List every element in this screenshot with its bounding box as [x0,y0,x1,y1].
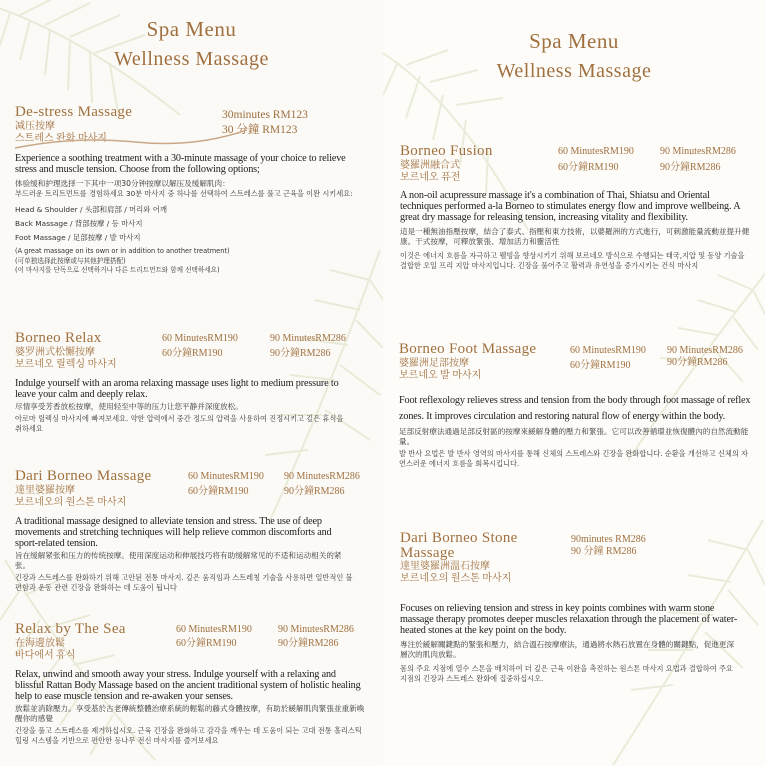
service-subtitle-ko: 보르네오 발 마사지 [399,370,482,381]
header-line-1: Spa Menu [529,29,619,53]
description-zh: 体验缓和护理选择一下其中一项30分钟按摩以解压及缓解肌肉： [15,179,230,188]
description-en: Experience a soothing treatment with a 30-minute massage of your choice to relieve stress and muscle tension. Choose from the following options; [15,153,346,175]
price-1: 90minutes RM286 [571,534,646,545]
description-zh: 專注於緩解關鍵點的緊張和壓力，結合溫石按摩療法，通過將水熱石放置在身體的關鍵點，促進更深層次的肌肉放鬆。 [400,640,735,659]
price-90-zh: 90分鐘RM286 [667,357,728,368]
description-en: A non-oil acupressure massage it's a combination of Thai, Shiatsu and Oriental techniques performed a-la Borneo to stimulates energy flow and improve wellbeing. A great dry massage for releasing tension, increasing vitality and flexibility. [400,190,740,223]
description-en: Focuses on relieving tension and stress in key points combines with warm stone massage therapy promotes deeper muscles relaxation through the placement of water-heated stones at the key point on the body. [400,603,738,636]
price-60-zh: 60分鐘RM190 [188,486,249,497]
wave-divider-icon [15,128,247,150]
price-60-en: 60 MinutesRM190 [570,345,646,356]
price-60-en: 60 MinutesRM190 [558,146,634,157]
description-zh: 放鬆並消除壓力。享受基於古老傳統整體治療系統的輕鬆的藤式身體按摩，有助於緩解肌肉緊張並重新喚醒你的感覺 [15,704,365,723]
price-90-zh: 90分鐘RM286 [270,348,331,359]
options-list [15,203,360,245]
relax-sea-body [15,669,365,746]
borneo-relax-body [15,378,345,434]
service-dari-stone [400,531,570,585]
service-subtitle-zh: 在海邊放鬆 [15,638,65,649]
price-60-zh: 60分鐘RM190 [176,638,237,649]
header-line-2: Wellness Massage [114,48,269,70]
page-header [383,26,765,86]
service-subtitle-zh: 婆羅洲足部按摩 [399,358,469,369]
price-60-zh: 60分鐘RM190 [558,162,619,173]
price-90-en: 90 MinutesRM286 [278,624,354,635]
description-ko: 이것은 에너지 흐름을 자극하고 웰빙을 향상시키기 위해 보르네오 방식으로 수행되는 태국,지압 및 동양 기술을 결합한 오일 프리 지압 마사지입니다. 긴장을 풀어주고 활력과 유연성을 증가시키는 건식 마사지 [400,251,745,270]
service-subtitle-ko: 바다에서 휴식 [15,650,76,661]
price-60-en: 60 MinutesRM190 [176,624,252,635]
description-zh: 足部反射療法通過足部反射區的按摩來緩解身體的壓力和緊張。它可以改善循環並恢復體內的自然流動能量。 [399,427,749,446]
description-ko: 발 반사 요법은 발 반사 영역의 마사지를 통해 신체의 스트레스와 긴장을 완화합니다. 순환을 개선하고 신체의 자연스러운 에너지 흐름을 회복시킵니다. [399,449,749,468]
note-en: (A great massage on its own or in addition to another treatment) [15,247,230,255]
service-title: Dari Borneo Stone Massage [400,530,518,561]
dari-stone-body [400,603,740,684]
description-en: A traditional massage designed to alleviate tension and stress. The use of deep movements and stretching techniques will help relieve common discomforts and sport-related tension. [15,516,332,549]
price-90-en: 90 MinutesRM286 [284,471,360,482]
service-subtitle-ko: 보르네오 릴렉싱 마사지 [15,359,117,370]
menu-page-right [383,0,765,766]
description-zh: 這是一種無油指壓按摩，結合了泰式、指壓和東方技術，以婆羅洲的方式進行，可刺激能量流動並提升健康。干式按摩，可釋放緊張、增加活力和靈活性 [400,227,750,246]
price-60-en: 60 MinutesRM190 [162,333,238,344]
header-line-1: Spa Menu [146,17,237,41]
page-header [0,14,383,74]
price-60-zh: 60分鐘RM190 [570,360,631,371]
header-line-2: Wellness Massage [496,60,652,82]
dari-borneo-body [15,516,355,593]
price-90-zh: 90分鐘RM286 [278,638,339,649]
list-item: Foot Massage / 足部按摩 / 발 마사지 [15,233,141,242]
description-en: Foot reflexology relieves stress and tension from the body through foot massage of reflex zones. It improves circulation and restoring natural flow of energy within the body. [399,395,751,422]
description-ko: 긴장을 풀고 스트레스를 제거하십시오. 근육 긴장을 완화하고 감각을 깨우는 데 도움이 되는 고대 전통 홀리스틱 힐링 시스템을 기반으로 편안한 등나무 전신 마사지를 즐겨보세요 [15,726,362,745]
destress-body [15,153,360,276]
description-ko: 부드러운 트리트먼트를 경험하세요 30분 마사지 중 하나를 선택하여 스트레스를 풀고 근육을 이완 시키세요: [15,189,353,198]
borneo-foot-body [399,393,754,469]
service-title: De-stress Massage [15,104,133,120]
price-2: 90 分鐘 RM286 [571,546,637,557]
service-subtitle-ko: 보르네오 퓨전 [400,172,461,183]
service-subtitle-ko: 보르네오의 원스톤 마사지 [15,497,127,508]
description-zh: 尽情享受芳香放松按摩，使用轻至中等的压力让您平静并深度放松。 [15,402,243,411]
description-zh: 旨在缓解紧张和压力的传统按摩。使用深度运动和伸展技巧将有助缓解常见的不适和运动相关的紧张。 [15,551,342,570]
service-title: Dari Borneo Massage [15,468,152,484]
description-ko: 아로마 릴렉싱 마사지에 빠져보세요. 약한 압력에서 중간 정도의 압력을 사용하여 진정시키고 깊은 휴식을 취하세요 [15,414,344,433]
price-90-zh: 90分鐘RM286 [284,486,345,497]
price-90-zh: 90分鐘RM286 [660,162,721,173]
description-en: Relax, unwind and smooth away your stress. Indulge yourself with a relaxing and blissful Rattan Body Massage based on the ancient traditional system of holistic healing help to ease muscle tension and re-awaken your senses. [15,669,361,702]
service-subtitle-zh: 達里婆羅洲溫石按摩 [400,561,490,572]
list-item: Head & Shoulder / 头部和肩部 / 머리와 어깨 [15,205,168,214]
price-90-en: 90 MinutesRM286 [660,146,736,157]
list-item: Back Massage / 背部按摩 / 등 마사지 [15,219,143,228]
description-en: Indulge yourself with an aroma relaxing massage uses light to medium pressure to leave your calm and deeply relax. [15,378,339,400]
service-title: Borneo Fusion [400,143,493,159]
price-2: 30 分鐘 RM123 [222,124,298,136]
service-subtitle-zh: 减压按摩 [15,121,55,132]
borneo-fusion-body [400,190,750,271]
service-subtitle-zh: 達里婆羅按摩 [15,485,75,496]
description-ko: 긴장과 스트레스를 완화하기 위해 고안된 전통 마사지. 깊은 움직임과 스트레칭 기술을 사용하면 일반적인 불편함과 운동 관련 긴장을 완화하는 데 도움이 됩니다 [15,573,353,592]
price-90-en: 90 MinutesRM286 [270,333,346,344]
price-60-en: 60 MinutesRM190 [188,471,264,482]
note-zh: (可单独选择此按摩或与其他护理搭配) [15,256,126,265]
service-title: Relax by The Sea [15,621,126,637]
service-title: Borneo Foot Massage [399,341,537,357]
price-60-zh: 60分鐘RM190 [162,348,223,359]
service-subtitle-zh: 婆罗洲式松懈按摩 [15,347,95,358]
description-ko: 몸의 주요 지점에 열수 스톤을 배치하여 더 깊은 근육 이완을 촉진하는 원스톤 마사지 요법과 결합하여 주요 지점의 긴장과 스트레스 완화에 집중하십시오. [400,664,733,683]
price-1: 30minutes RM123 [222,109,308,121]
note-ko: (이 마사지를 단독으로 선택하거나 다른 트리트먼트와 함께 선택하세요) [15,266,220,274]
service-subtitle-zh: 婆羅洲融合式 [400,160,460,171]
price-90-en: 90 MinutesRM286 [667,345,743,356]
service-subtitle-ko: 스트레스 완화 마사지 [15,133,107,144]
service-title: Borneo Relax [15,330,102,346]
service-subtitle-ko: 보르네오의 원스톤 마사지 [400,573,512,584]
